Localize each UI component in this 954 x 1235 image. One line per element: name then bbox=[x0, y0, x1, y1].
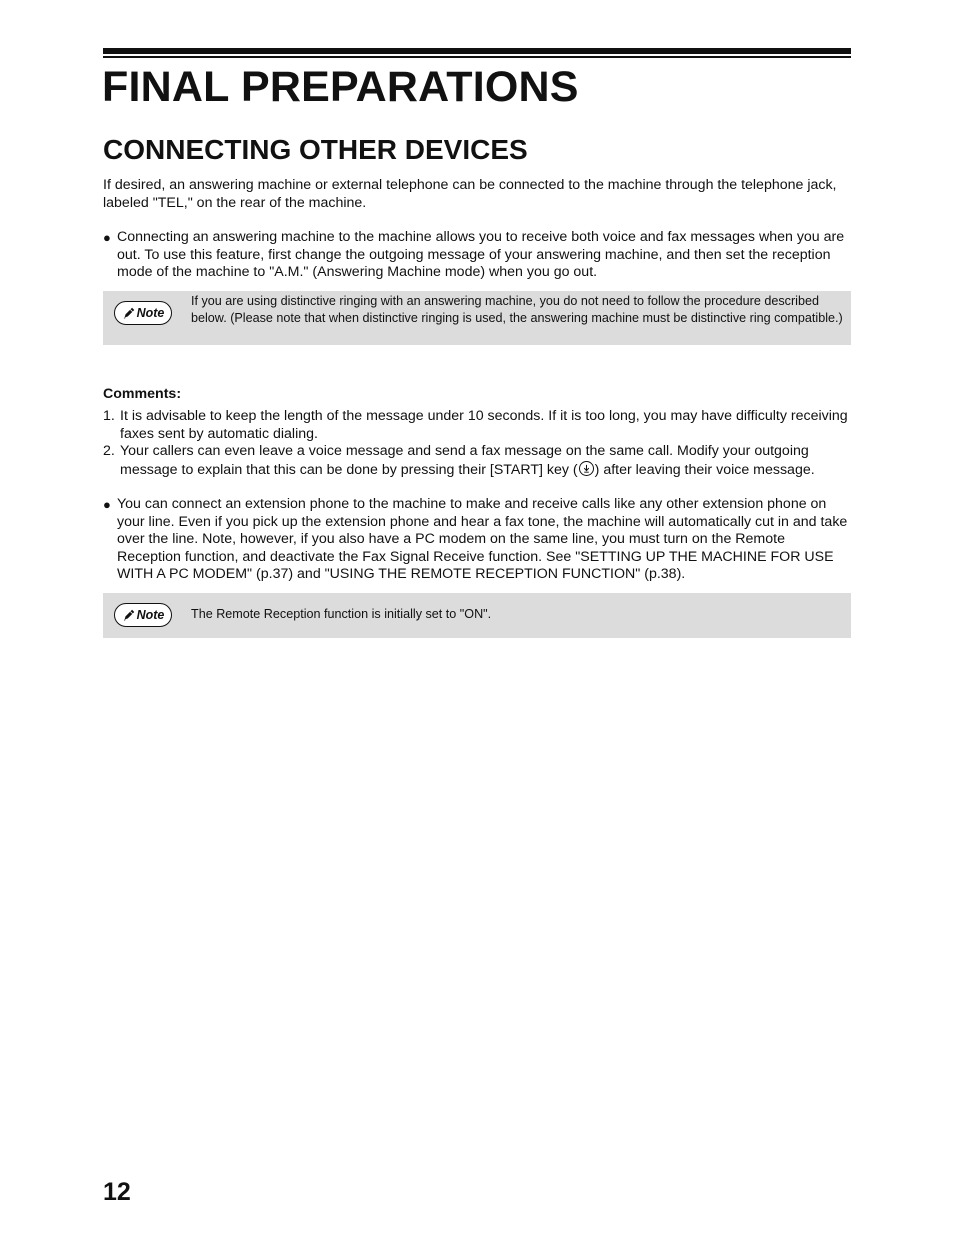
pencil-icon bbox=[122, 306, 136, 320]
comment-text-before: Your callers can even leave a voice message and send a fax message on the same call. Modify your outgoing message to explain that this can be done by pressing their [START] key ( bbox=[120, 443, 809, 478]
bullet-text: You can connect an extension phone to the machine to make and receive calls like any other extension phone on your line. Even if you pick up the extension phone and hear a fax tone, the machine will automatically cut in and take over the line. Note, however, if you also have a PC modem on the same line, you must turn on the Remote Reception function, and deactivate the Fax Signal Receive function. See "SETTING UP THE MACHINE FOR USE WITH A PC MODEM" (p.37) and "USING THE REMOTE RECEPTION FUNCTION" (p.38). bbox=[117, 496, 848, 583]
comment-text: It is advisable to keep the length of the message under 10 seconds. If it is too long, you may have difficulty receiving faxes sent by automatic dialing. bbox=[120, 408, 848, 442]
comment-text-after: ) after leaving their voice message. bbox=[594, 461, 815, 478]
note-text: The Remote Reception function is initially set to "ON". bbox=[191, 607, 492, 621]
top-rule-thick bbox=[103, 48, 851, 54]
note-badge bbox=[114, 301, 172, 325]
bullet-marker: ● bbox=[103, 497, 111, 512]
note-label: Note bbox=[136, 306, 165, 320]
start-key-icon bbox=[579, 461, 594, 476]
comment-item-2 bbox=[103, 443, 851, 479]
comment-number: 2. bbox=[103, 443, 115, 459]
note-box-distinctive-ringing bbox=[103, 291, 851, 345]
pencil-icon bbox=[122, 608, 136, 622]
top-rule-thin bbox=[103, 56, 851, 58]
comment-item-1 bbox=[103, 408, 851, 443]
note-badge bbox=[114, 603, 172, 627]
bullet-extension-phone bbox=[103, 496, 851, 584]
bullet-text: Connecting an answering machine to the machine allows you to receive both voice and fax messages when you are out. To use this feature, first change the outgoing message of your answering machine, and then set the reception mode of the machine to "A.M." (Answering Machine mode) when you go out. bbox=[117, 229, 845, 281]
note-box-remote-reception bbox=[103, 593, 851, 638]
chapter-title: FINAL PREPARATIONS bbox=[102, 63, 579, 111]
note-text: If you are using distinctive ringing with an answering machine, you do not need to follow the procedure described below. (Please note that when distinctive ringing is used, the answering machine must be distinctive ring compatible.) bbox=[191, 294, 843, 325]
section-title: CONNECTING OTHER DEVICES bbox=[103, 134, 528, 165]
intro-paragraph: If desired, an answering machine or external telephone can be connected to the machine through the telephone jack, labeled "TEL," on the rear of the machine. bbox=[103, 177, 837, 211]
comment-number: 1. bbox=[103, 408, 115, 424]
note-label: Note bbox=[136, 608, 165, 622]
bullet-answering-machine bbox=[103, 229, 851, 282]
bullet-marker: ● bbox=[103, 230, 111, 245]
comments-heading: Comments: bbox=[103, 386, 182, 402]
comment-text bbox=[120, 443, 851, 479]
page-number: 12 bbox=[103, 1178, 131, 1206]
